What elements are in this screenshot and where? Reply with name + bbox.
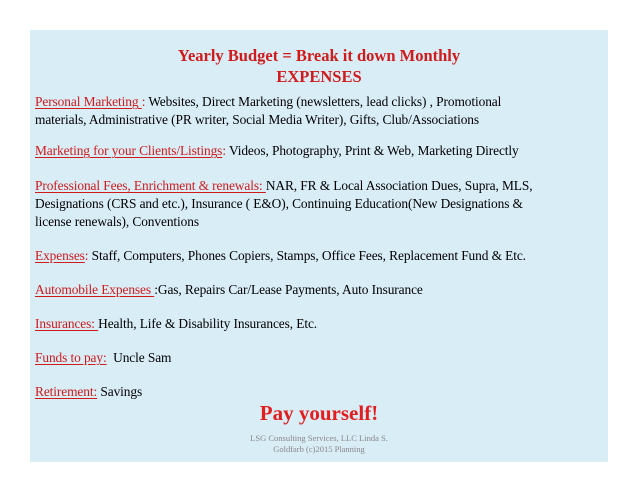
automobile-expenses-text: :Gas, Repairs Car/Lease Payments, Auto Insurance [154, 282, 423, 297]
personal-marketing-text-2: materials, Administrative (PR writer, Social Media Writer), Gifts, Club/Associations [35, 112, 479, 127]
funds-to-pay-item [35, 349, 603, 367]
retirement-text: Savings [97, 384, 143, 399]
client-marketing-text: Videos, Photography, Print & Web, Marketing Directly [225, 143, 519, 158]
pay-yourself-heading: Pay yourself! [259, 401, 379, 425]
expenses-separator: : [84, 248, 89, 263]
professional-fees-text-1: NAR, FR & Local Association Dues, Supra, MLS, [265, 178, 533, 193]
insurances-label: Insurances: [35, 316, 99, 331]
personal-marketing-text-1: Websites, Direct Marketing (newsletters, lead clicks) , Promotional [145, 94, 502, 109]
slide [30, 30, 608, 462]
professional-fees-item [35, 177, 603, 231]
automobile-expenses-line-1 [35, 281, 603, 299]
personal-marketing-item [35, 93, 603, 129]
retirement-line-1 [35, 383, 603, 401]
client-marketing-line-1 [35, 142, 603, 160]
expenses-text: Staff, Computers, Phones Copiers, Stamps, Office Fees, Replacement Fund & Etc. [88, 248, 526, 263]
personal-marketing-label: Personal Marketing [35, 94, 142, 109]
funds-to-pay-label: Funds to pay: [35, 350, 107, 365]
expenses-line-1 [35, 247, 603, 265]
retirement-item [35, 383, 603, 401]
footer-line-1: LSG Consulting Services, LLC Linda S. [250, 433, 388, 443]
personal-marketing-line-1 [35, 93, 603, 111]
insurances-line-1 [35, 315, 603, 333]
expenses-label: Expenses [35, 248, 85, 263]
professional-fees-text-3: license renewals), Conventions [35, 214, 199, 229]
funds-to-pay-text: Uncle Sam [106, 350, 172, 365]
client-marketing-item [35, 142, 603, 160]
slide-title: Yearly Budget = Break it down Monthly [177, 46, 461, 65]
automobile-expenses-label: Automobile Expenses [35, 282, 155, 297]
automobile-expenses-item [35, 281, 603, 299]
footer-line-2: Goldfarb (c)2015 Planning [273, 444, 365, 454]
professional-fees-text-2: Designations (CRS and etc.), Insurance ( E&O), Continuing Education(New Designations & [35, 196, 523, 211]
professional-fees-label: Professional Fees, Enrichment & renewals: [35, 178, 266, 193]
personal-marketing-separator: : [141, 94, 146, 109]
client-marketing-label: Marketing for your Clients/Listings [35, 143, 223, 158]
funds-to-pay-line-1 [35, 349, 603, 367]
expenses-item [35, 247, 603, 265]
client-marketing-separator: : [222, 143, 226, 158]
professional-fees-line-1 [35, 177, 603, 195]
retirement-label: Retirement: [35, 384, 98, 399]
insurances-item [35, 315, 603, 333]
slide-subtitle: EXPENSES [276, 67, 362, 86]
insurances-text: Health, Life & Disability Insurances, Etc. [98, 316, 318, 331]
footer-credit [30, 433, 608, 455]
